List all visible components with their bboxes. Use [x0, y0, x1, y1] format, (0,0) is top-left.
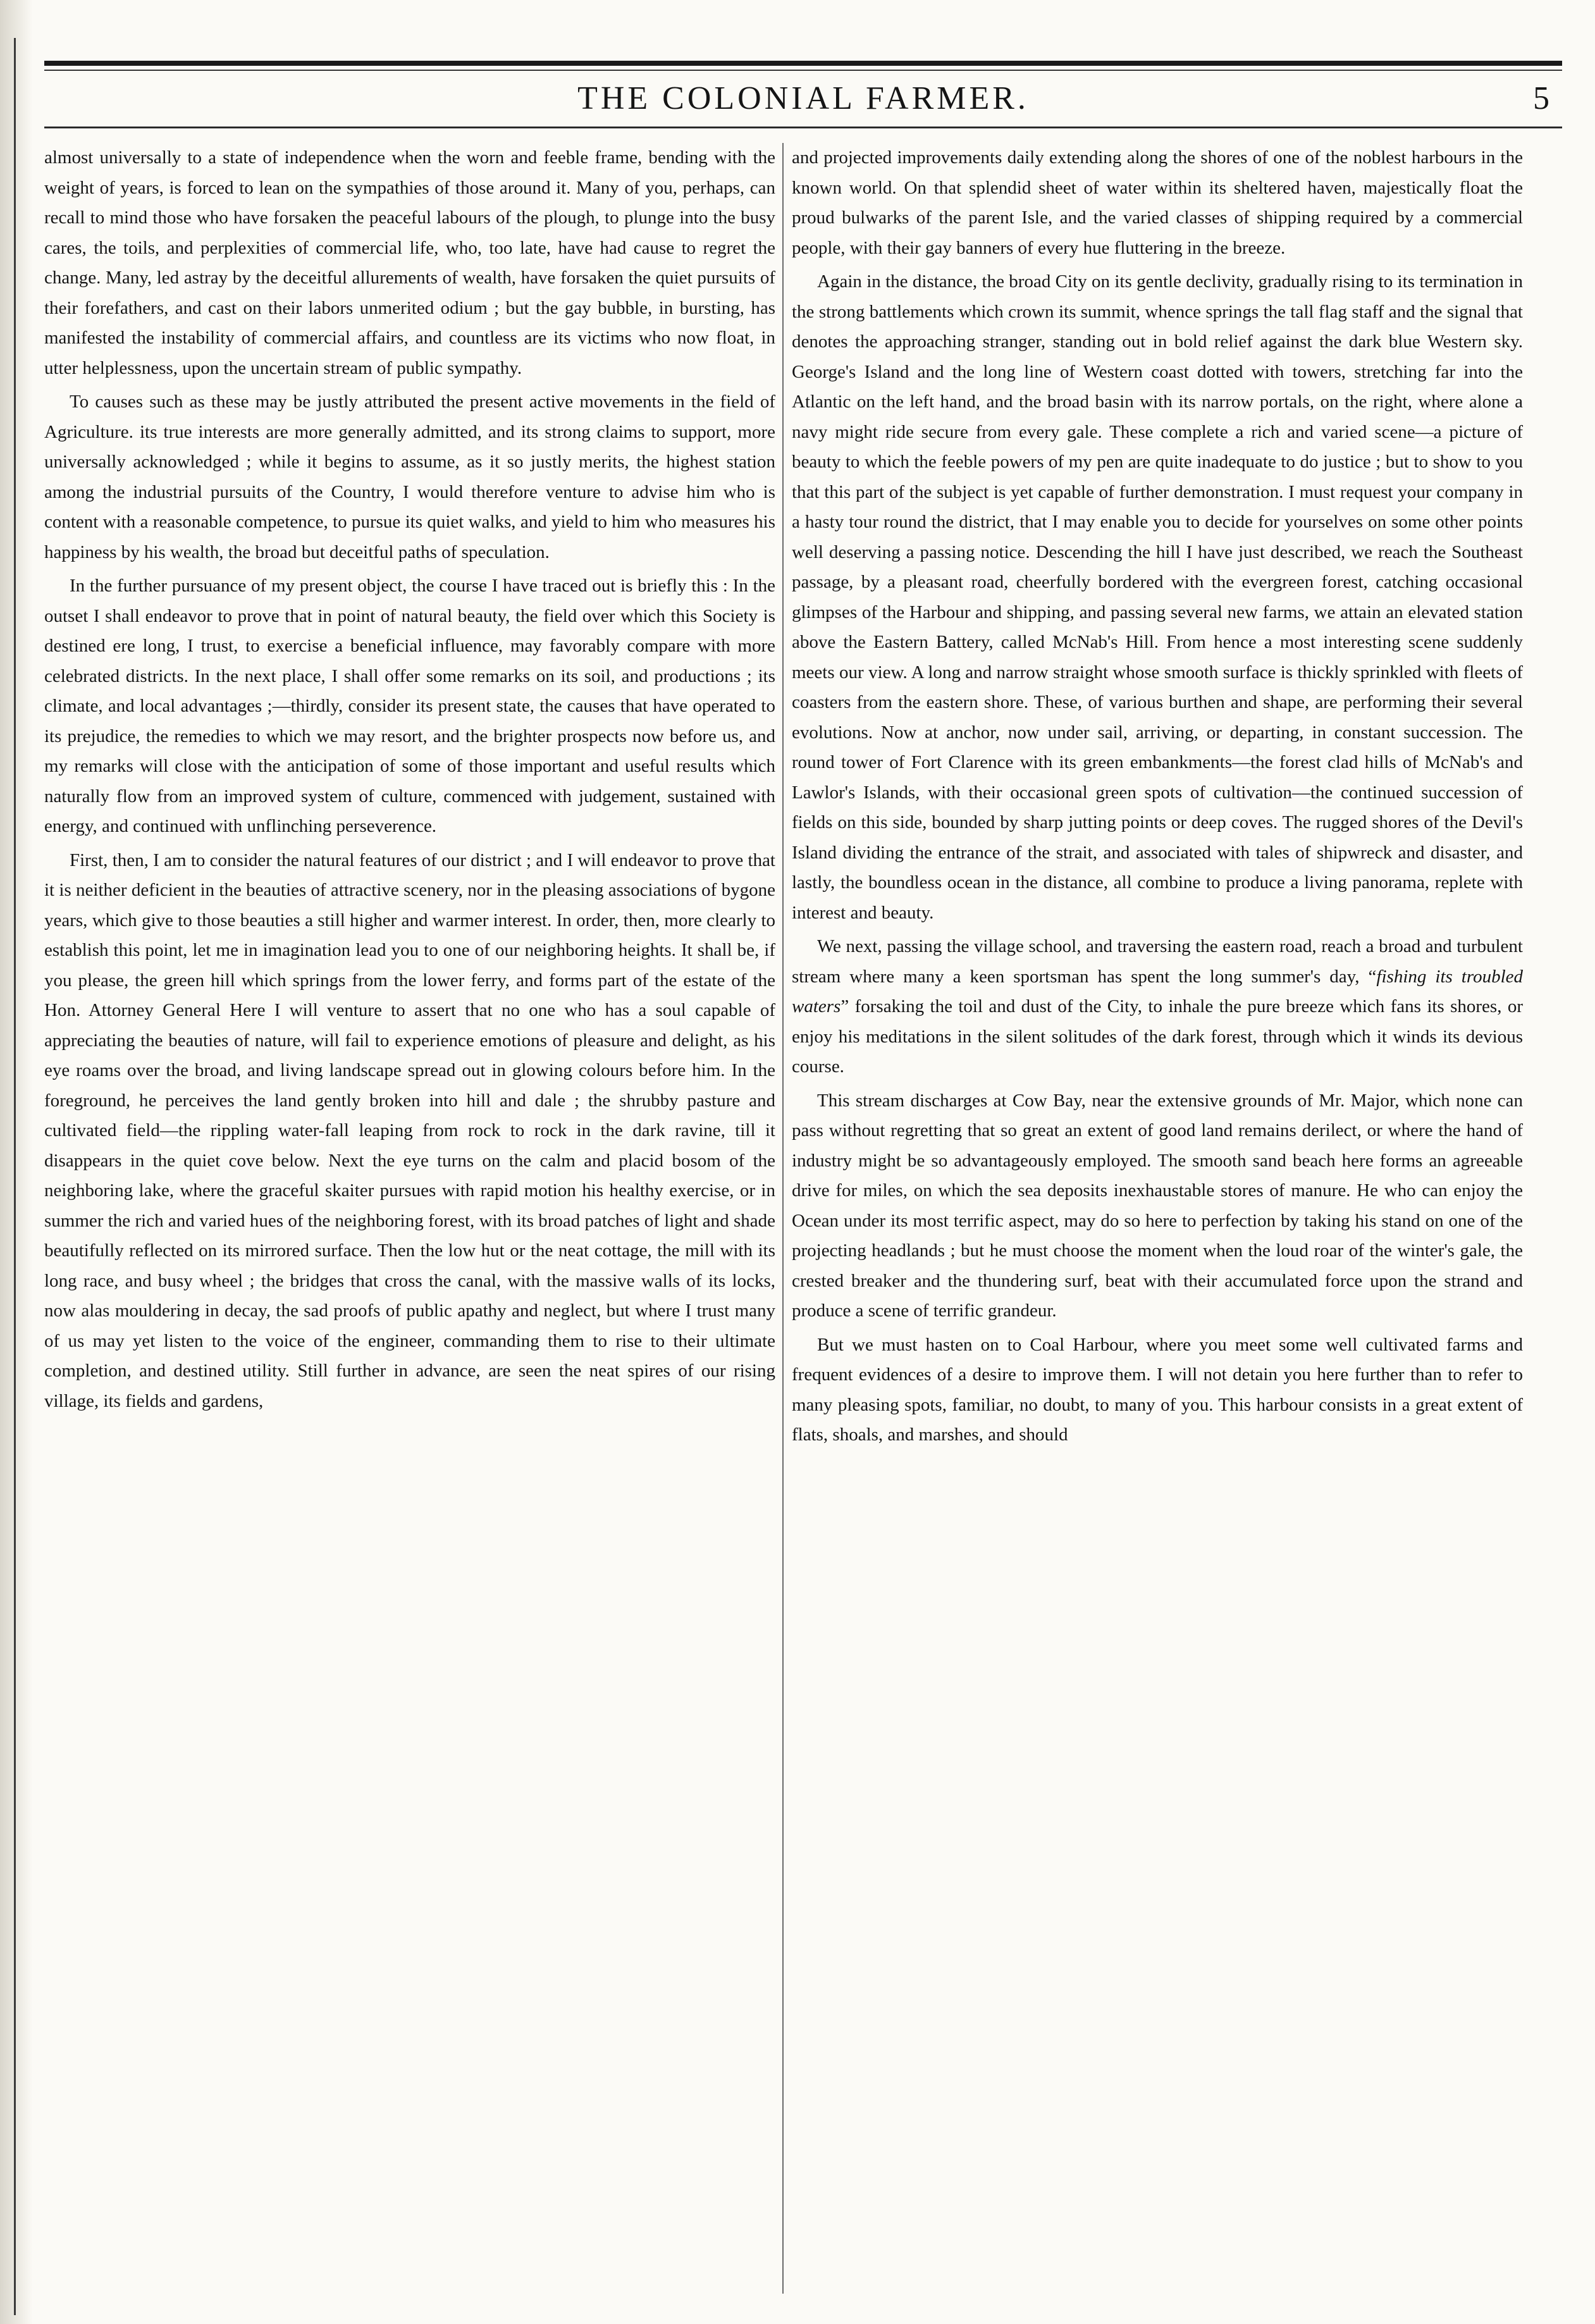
- left-column: [44, 143, 775, 1420]
- paragraph: But we must hasten on to Coal Harbour, where you meet some well cultivated farms and frequent evidences of a desire to improve them. I will not detain you here further than to refer to many pleasing spots, familiar, no doubt, to many of you. This harbour consists in a great extent of flats, shoals, and marshes, and should: [792, 1334, 1523, 1445]
- header-rule: [44, 127, 1562, 128]
- gutter-rule: [14, 38, 16, 2315]
- top-thick-rule: [44, 61, 1562, 66]
- right-column: [792, 143, 1523, 1454]
- paragraph: First, then, I am to consider the natural features of our district ; and I will endeavor to prove that it is neither deficient in the beauties of attractive scenery, nor in the pleasing associations of bygone years, which give to those beauties a still higher and warmer interest. In order, then, more clearly to establish this point, let me in imagination lead you to one of our neighboring heights. It shall be, if you please, the green hill which springs from the lower ferry, and forms part of the estate of the Hon. Attorney General Here I will venture to assert that no one who has a soul capable of appreciating the beauties of nature, will fail to experience emotions of pleasure and delight, as his eye roams over the broad, and living landscape spread out in glowing colours before him. In the foreground, he perceives the land gently broken into hill and dale ; the shrubby pasture and cultivated field—the rippling water-fall leaping from rock to rock in the dark ravine, till it disappears in the quiet cove below. Next the eye turns on the calm and placid bosom of the neighboring lake, where the graceful skaiter pursues with rapid motion his healthy exercise, or in summer the rich and varied hues of the neighboring forest, with its broad patches of light and shade beautifully reflected on its mirrored surface. Then the low hut or the neat cottage, the mill with its long race, and busy wheel ; the bridges that cross the canal, with the massive walls of its locks, now alas mouldering in decay, the sad proofs of public apathy and neglect, but where I trust many of us may yet listen to the voice of the engineer, commanding them to rise to their ultimate completion, and destined utility. Still further in advance, are seen the neat spires of our rising village, its fields and gardens,: [44, 850, 775, 1411]
- italic-quote: fishing its troubled waters: [792, 966, 1523, 1017]
- paragraph-text: ” forsaking the toil and dust of the City, to inhale the pure breeze which fans its shores, or enjoy his meditations in the silent solitudes of the dark forest, through which it winds its devious course.: [792, 996, 1523, 1077]
- paragraph-text: We next, passing the village school, and traversing the eastern road, reach a broad and turbulent stream where many a keen sportsman has spent the long summer's day, “: [792, 936, 1523, 987]
- page-header: [44, 75, 1562, 125]
- top-thin-rule: [44, 70, 1562, 71]
- paragraph: This stream discharges at Cow Bay, near the extensive grounds of Mr. Major, which none can pass without regretting that so great an extent of good land remains derilect, or where the hand of industry might be so advantageously employed. The smooth sand beach here forms an agreeable drive for miles, on which the sea deposits inexhaustable stores of manure. He who can enjoy the Ocean under its most terrific aspect, may do so here to perfection by taking his stand on one of the projecting headlands ; but he must choose the moment when the loud roar of the winter's gale, the crested breaker and the thundering surf, beat with their accumulated force upon the strand and produce a scene of terrific grandeur.: [792, 1090, 1523, 1321]
- paragraph: To causes such as these may be justly attributed the present active movements in the field of Agriculture. its true interests are more generally admitted, and its strong claims to support, more universally acknowledged ; while it begins to assume, as it so justly merits, the highest station among the industrial pursuits of the Country, I would therefore venture to advise him who is content with a reasonable competence, to pursue its quiet walks, and yield to him who measures his happiness by his wealth, the broad but deceitful paths of speculation.: [44, 392, 775, 562]
- running-title: THE COLONIAL FARMER.: [577, 80, 1029, 116]
- paragraph: [792, 932, 1523, 1082]
- page-number: 5: [1533, 80, 1549, 116]
- paragraph: and projected improvements daily extending along the shores of one of the noblest harbours in the known world. On that splendid sheet of water within its sheltered haven, majestically float the proud bulwarks of the parent Isle, and the varied classes of shipping required by a commercial people, with their gay banners of every hue fluttering in the breeze.: [792, 147, 1523, 258]
- paragraph: In the further pursuance of my present object, the course I have traced out is briefly this : In the outset I shall endeavor to prove that in point of natural beauty, the field over which this Society is destined ere long, I trust, to exercise a beneficial influence, may favorably compare with more celebrated districts. In the next place, I shall offer some remarks on its soil, and productions ; its climate, and local advantages ;—thirdly, consider its present state, the causes that have operated to its prejudice, the remedies to which we may resort, and the brighter prospects now before us, and my remarks will close with the anticipation of some of those important and useful results which naturally flow from an improved system of culture, commenced with judgement, sustained with energy, and continued with unflinching perseverence.: [44, 576, 775, 836]
- column-divider: [782, 143, 784, 2294]
- paragraph: almost universally to a state of independence when the worn and feeble frame, bending with the weight of years, is forced to lean on the sympathies of those around it. Many of you, perhaps, can recall to mind those who have forsaken the peaceful labours of the plough, to plunge into the busy cares, the toils, and perplexities of commercial life, who, too late, have had cause to regret the change. Many, led astray by the deceitful allurements of wealth, have forsaken the quiet pursuits of their forefathers, and cast on their labors unmerited odium ; but the gay bubble, in bursting, has manifested the instability of commercial affairs, and countless are its victims who now float, in utter helplessness, upon the uncertain stream of public sympathy.: [44, 147, 775, 378]
- paragraph: Again in the distance, the broad City on its gentle declivity, gradually rising to its termination in the strong battlements which crown its summit, whence springs the tall flag staff and the signal that denotes the approaching stranger, standing out in bold relief against the dark blue Western sky. George's Island and the long line of Western coast dotted with towers, stretching far into the Atlantic on the left hand, and the broad basin with its narrow portals, on the right, where alone a navy might ride secure from every gale. These complete a rich and varied scene—a picture of beauty to which the feeble powers of my pen are quite inadequate to do justice ; but to show to you that this part of the subject is yet capable of further demonstration. I must request your company in a hasty tour round the district, that I may enable you to decide for yourselves on some other points well deserving a passing notice. Descending the hill I have just described, we reach the Southeast passage, by a pleasant road, cheerfully bordered with the evergreen forest, catching occasional glimpses of the Harbour and shipping, and passing several new farms, we attain an elevated station above the Eastern Battery, called McNab's Hill. From hence a most interesting scene suddenly meets our view. A long and narrow straight whose smooth surface is thickly sprinkled with fleets of coasters from the eastern shore. These, of various burthen and shape, are performing their several evolutions. Now at anchor, now under sail, arriving, or departing, in constant succession. The round tower of Fort Clarence with its green embankments—the forest clad hills of McNab's and Lawlor's Islands, with their occasional green spots of cultivation—the continued succession of fields on this side, bounded by sharp jutting points or deep coves. The rugged shores of the Devil's Island dividing the entrance of the strait, and associated with tales of shipwreck and disaster, and lastly, the boundless ocean in the distance, all combine to produce a living panorama, replete with interest and beauty.: [792, 271, 1523, 923]
- adjacent-page-bleed: [0, 0, 33, 2324]
